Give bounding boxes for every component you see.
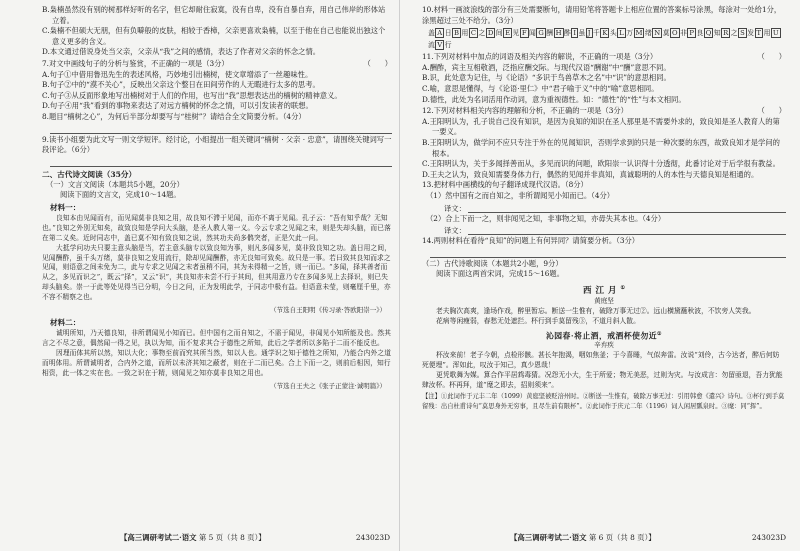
break-option-box[interactable]: P [689, 29, 694, 38]
question-11-stem: 11.下列对材料中加点的词语及相关内容的解说，不正确的一项是（3分） [422, 52, 658, 62]
break-option-box[interactable]: V [437, 41, 443, 50]
passage-char: 发 [747, 29, 755, 38]
passage-char: 头 [609, 29, 617, 38]
break-option-box[interactable]: C [470, 29, 477, 38]
option-b: B.王阳明认为，做学问不应只专注于外在的见闻知识，否则学求到的只是一种次要的东西，故致良知才是学问的根本。 [422, 137, 780, 158]
passage-char: 日 [444, 29, 452, 38]
passage-char: 见 [512, 29, 520, 38]
option-7b-prev: B.枭楠虽然没有别的树那样好听的名字，但它却耐住寂寞，没有自卑，没有自暴自弃，用自己伟岸的形体站立着。 [42, 5, 386, 25]
passage-char: 莫 [662, 29, 670, 38]
passage-char: 绪 [644, 29, 652, 38]
question-13: 13.把材料中画横线的句子翻译成现代汉语。（8分） [422, 180, 588, 190]
material-2-source: （节选自王夫之《张子正蒙注·诚明篇》） [270, 381, 386, 390]
passage-char: 万 [626, 29, 634, 38]
option-b: B.识，此处意为记住，与《论语》“多识于鸟兽草木之名”中“识”的意思相同。 [422, 73, 671, 83]
poem-2-title [422, 329, 786, 342]
option-c: C.喻，意思是懂得，与《论语·里仁》中“君子喻于义”中的“喻”意思相同。 [422, 83, 659, 93]
question-13-item-2: （2）合上下而一之，则非闻见之知，非事物之知，亦毋失其本也。（4分） [426, 213, 666, 223]
option-d: D.王夫之认为，致良知需要身体力行，偶然的见闻并非真知，真诚聪明的人的本性与天德良知是相通的。 [422, 169, 759, 179]
footer-page: 第 5 页（共 8 页）】 [198, 533, 266, 542]
footer-code: 243023D [751, 533, 786, 542]
answer-paren[interactable]: （ ） [757, 106, 786, 116]
option-a: A.句子①中借用鲁迅先生的表述风格，巧妙地引出楠树，使文章增添了一丝趣味性。 [42, 69, 313, 79]
option-c: C.王阳明认为，关于多闻择善而从，多见而识的问题，欧阳崇一认识得十分透彻，此番讨论对于后学很有教益。 [422, 159, 780, 169]
break-option-box[interactable]: U [772, 29, 779, 38]
passage-char: 用 [461, 29, 469, 38]
passage-char: 行 [444, 41, 452, 50]
break-option-box[interactable]: F [521, 29, 527, 38]
question-13-item-1: （1）然中国有之而自知之，非所谓闻见小知而已。（4分） [426, 190, 615, 200]
footer-page-info [510, 532, 656, 543]
passage-char: 之 [478, 29, 486, 38]
question-12-stem: 12.下列对材料相关内容的理解和分析，不正确的一项是（3分） [422, 106, 628, 116]
material-2-para: 因理而体其所以然，知以大化；事物至前而究其所当然，知以人也。通学识之知于德性之所知，乃能合内外之道而明体用。所谓诚明者，合内外之道，而所以未济其知之蔽者，则在于二而已矣。合上下而一之，则前后相因，知行相资，此一体之实在也。一致之识在于精，则闻见之知亦莫非良知之用也。 [42, 348, 392, 377]
subsection-2-title: （二）古代诗歌阅读（本题共2小题，9分） [422, 258, 563, 268]
poem-1-title-text: 西江月 [583, 285, 621, 296]
answer-paren[interactable]: （ ） [363, 58, 392, 68]
poem-1-note-mark: ① [620, 284, 625, 291]
break-option-box[interactable]: L [619, 29, 624, 38]
passage-char: 千 [593, 29, 600, 38]
footer-title: 【高三调研考试二·语文 [510, 533, 587, 542]
passage-char: 酬 [546, 29, 554, 38]
poem-notes: 【注】①此词作于元丰二年（1099）黄庭坚被贬涪州时。②断送一生惟有，破除万事无过：引用韩愈《遣兴》诗句。③杯行到手莫留残：出自杜甫诗句“莫思身外无穷事，且尽生前有限杯”。②此词作于庆元二年（1196）词人闲居瓢泉时。③麾：同“挥”。 [422, 393, 785, 410]
question-10: 10.材料一画波浪线的部分有三处需要断句，请用铅笔将答题卡上相应位置的答案标号涂黑，每涂对一处给1分，涂黑超过三处不给分。（3分） [422, 5, 782, 25]
option-7d-prev: D.本文通过借说身处当父亲，父亲从“我”之间的感情，表达了作者对父亲的怀念之情。 [42, 47, 321, 57]
passage-char: 间 [495, 29, 503, 38]
answer-line[interactable] [468, 203, 786, 213]
material-2-title: 材料二： [50, 318, 81, 328]
break-option-box[interactable]: G [538, 29, 544, 38]
question-9: 9.读书小组要为此文写一则文学短评。经讨论，小组提出一组关键词“楠树 · 父亲 · 忠意”，请围绕关键词写一段评论。（6分） [42, 134, 392, 155]
material-1-para: 良知本由见闻而有，而见闻莫非良知之用，故良知不滞于见闻，而亦不离于见闻。孔子云：“吾有知乎哉？无知也。”良知之外别无知矣，故致良知是学问大头脑，是圣人教人第一义。今云专求之见闻之末，则是失却头脑，而已落在第二义矣。近时同志中，盖已莫不知有致良知之说，然其功夫尚多鹘突者，正是欠此一问。 [42, 213, 391, 242]
poem-2-title-text: 沁园春·将止酒，戒酒杯使勿近 [545, 331, 658, 341]
passage-char: 非 [680, 29, 687, 38]
break-option-box[interactable]: N [654, 29, 661, 38]
page-footer [0, 532, 400, 543]
question-7-stem: 7.对文中画线句子的分析与鉴赏，不正确的一项是（3分） [42, 58, 229, 68]
break-option-box[interactable]: Q [705, 29, 712, 38]
option-c: C.句子③从反面形象地写出楠树对于人们的作用，也写出“我”思想表达出的楠树的精神意义。 [42, 90, 342, 100]
footer-code: 243023D [355, 533, 390, 542]
question-12 [422, 106, 786, 117]
break-option-box[interactable]: T [756, 29, 762, 38]
passage-char: 盖 [428, 29, 435, 38]
passage-char: 知 [713, 29, 721, 38]
material-2-para: 诚明所知，乃天德良知，非所谓闻见小知而已。但中国有之而自知之，不需于闻见，非闻见小知所能及也。然其言之不尽之意，偶然闻一得之见，执以为知，而不复求其合于德性之所知，此后之学者所以多陷于二而不能反也。 [42, 329, 392, 347]
break-option-box[interactable]: R [723, 29, 729, 38]
passage-char: 虽 [578, 29, 586, 38]
poem-line: 杯汝来前！老子今朝，点检形骸。甚长年抱渴，咽如焦釜；于今喜睡，气似奔雷。汝说“刘伶，古今达者，醉后何妨死便埋”。浑如此，叹汝于知己，真少恩哉！ [422, 351, 780, 370]
translation-row [422, 224, 786, 236]
break-option-box[interactable]: D [487, 29, 494, 38]
break-option-box[interactable]: K [602, 29, 608, 38]
question-8: 8.题目“楠树之心”，为何后半部分却要写与“桂树”？请结合全文简要分析。（4分） [42, 111, 306, 121]
passage-char: 闻 [529, 29, 536, 38]
question-11 [422, 52, 786, 63]
subsection-1-title: （一）文言文阅读（本题共5小题，20分） [46, 179, 184, 189]
question-14: 14.两则材料在看待“良知”的问题上有何异同？请简要分析。（3分） [422, 236, 640, 246]
section-2-title: 二、古代诗文阅读（35分） [42, 169, 137, 179]
break-option-box[interactable]: B [454, 29, 460, 38]
poem-2-author: 辛弃疾 [594, 341, 614, 350]
translation-label: 译文： [444, 203, 466, 213]
translation-label: 译文： [444, 226, 466, 236]
right-page [400, 0, 800, 551]
footer-page-info [120, 532, 266, 543]
passage-char: 用 [763, 29, 771, 38]
translation-row [422, 202, 786, 214]
poem-1-author: 黄庭坚 [594, 296, 614, 305]
option-7c-prev: C.枭楠不但硕大无朋，但有负噼般的皮肤，相较于香樟，父亲更喜欢枭楠，以至于他在自己也能说出独这个意义更多的含义。 [42, 26, 386, 46]
footer-title: 【高三调研考试二·语文 [120, 533, 197, 542]
option-d: D.德性，此处为名词活用作动词，意为重视德性。如：“德性”的“性”与本文相同。 [422, 94, 686, 104]
material-1-title: 材料一： [50, 202, 81, 212]
answer-line[interactable] [50, 157, 392, 167]
poem-line: 花病等闲瘦弱，春愁无处遮拦。杯行到手莫留残③，不道月斜人散。 [436, 316, 640, 325]
poem-2-note-mark: ① [657, 330, 663, 337]
answer-line[interactable] [50, 124, 392, 134]
option-d: D.句子④用“我”看到的事物来表达了对远方楠树的怀念之情，可以引发读者的联想。 [42, 101, 313, 111]
answer-paren[interactable]: （ ） [757, 52, 786, 62]
break-option-box[interactable]: I [573, 29, 576, 38]
break-option-box[interactable]: S [740, 29, 745, 38]
break-option-box[interactable]: A [437, 29, 443, 38]
passage-char: 流 [428, 41, 435, 50]
break-option-box[interactable]: E [505, 29, 511, 38]
page-footer [400, 532, 800, 543]
poem-line: 更凭歌舞为媒。算合作平居鸩毒猜。况怨无小大，生于所爱；物无美恶，过则为灾。与汝成言：勿留亟退，吾力犹能肆汝杯。杯再拜，道“麾之即去，招则须来”。 [422, 371, 783, 390]
answer-line[interactable] [430, 248, 786, 258]
subsection-2-instruction: 阅读下面这两首宋词，完成15～16题。 [436, 269, 565, 279]
passage-char: 之 [730, 29, 738, 38]
break-option-box[interactable]: H [555, 29, 562, 38]
option-a: A.酬酢，宾主互相敬酒，泛指应酬交际。与现代汉语“酬谢”中“酬”意思不同。 [422, 62, 671, 72]
subsection-1-instruction: 阅读下面的文言文，完成10～14题。 [60, 190, 181, 200]
footer-page: 第 6 页（共 8 页）】 [588, 533, 656, 542]
answer-line[interactable] [468, 225, 786, 235]
sentence-break-boxes [428, 27, 786, 51]
option-a: A.王阳明认为，孔子说自己没有知识，是因为良知的知识在圣人那里是不需要外求的，致良知是圣人教育人的第一要义。 [422, 116, 780, 137]
break-option-box[interactable]: J [587, 29, 591, 38]
option-b: B.句子②中的“漠不关心”，反映出父亲这个整日在田间劳作的人无暇进行太多的思考。 [42, 80, 320, 90]
break-option-box[interactable]: M [635, 29, 643, 38]
poem-line: 老夫胸次高爽，逢场作戏，醉里暂忘。断送一生惟有，破除万事无过②。远山横黛蘸秋波，不饮旁人笑我。 [436, 306, 756, 315]
passage-char: 良 [696, 29, 704, 38]
passage-char: 酢 [564, 29, 571, 38]
material-1-source: （节选自王阳明《传习录·答欧阳崇一》） [270, 306, 386, 315]
break-option-box[interactable]: O [672, 29, 678, 38]
poem-1-title [422, 283, 786, 297]
question-7 [42, 59, 392, 70]
material-1-para: 大抵学问功夫只要主意头脑是当，若主意头脑专以致良知为事，则凡多闻多见，莫非致良知之功。盖日用之间，见闻酬酢，虽千头万绪，莫非良知之发用流行，除却见闻酬酢，亦无良知可致矣。故只是一事。若曰致其良知而求之见闻，则语意之间未免为二，此与专求之见闻之末者虽稍不同，其为未得精一之旨，则一而已。“多闻，择其善者而从之，多见而识之”，既云“择”，又云“识”，其良知亦未尝不行于其间，但其用意乃专在多闻多见上去择识，则已失却头脑矣。崇一于此等处见得当已分明，今日之问，正为发明此学，于同志中极有益。但语意未莹，则毫厘千里，亦不容不精察之也。 [42, 243, 392, 302]
